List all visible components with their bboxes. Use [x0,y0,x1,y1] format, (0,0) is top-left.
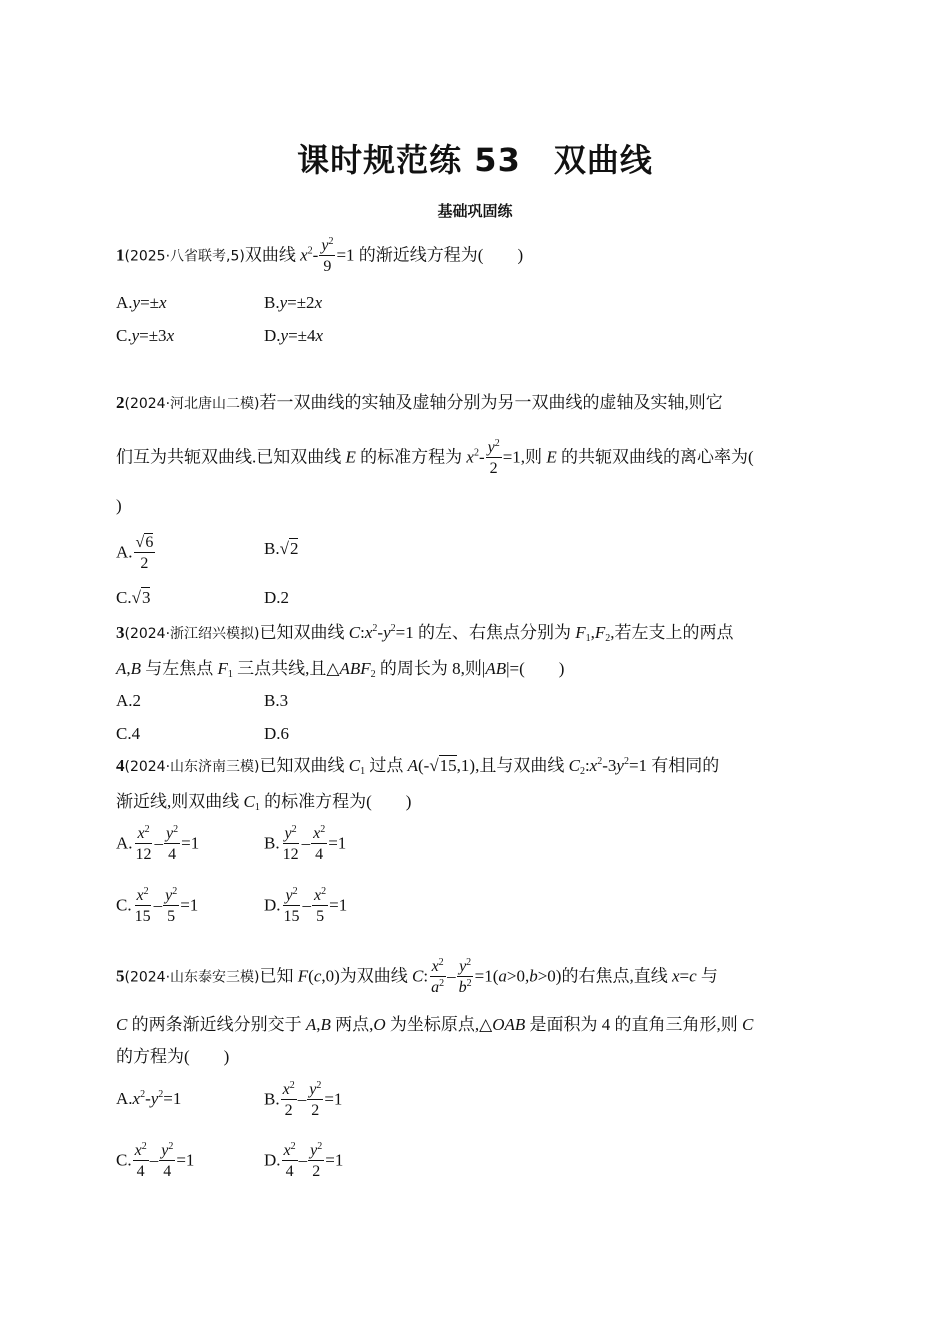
option-d[interactable]: D.2 [264,588,290,607]
option-b[interactable]: B.y=±2x [264,293,323,312]
question-5-stem-line-3: 的方程为( ) [116,1047,230,1066]
question-5-stem-line-2: C 的两条渐近线分别交于 A,B 两点,O 为坐标原点,△OAB 是面积为 4 的直角三角形,则 C [116,1015,754,1034]
question-number: 4 [116,756,125,775]
option-d[interactable]: D. $\frac{y^2}{15}$ – $\frac{x^2}{5}$ =1 [264,886,348,925]
question-5-stem: 5(2024·山东泰安三模)已知 F(c,0)为双曲线 C: $\frac{x^2}{a^2}$ – $\frac{y^2}{b^2}$ =1(a>0,b>0)的右焦点,直线 x=c 与 [116,957,718,996]
option-a[interactable]: A.y=±x [116,293,167,312]
question-3-stem: 3(2024·浙江绍兴模拟)已知双曲线 $C:x^2-y^2=1$ 的左、右焦点分别为 $F_1,F_2$,若左支上的两点 [116,623,734,644]
fraction: $\frac{y^2}{9}$ [321,236,334,275]
question-4-stem-line-2: 渐近线,则双曲线 $C_1$ 的标准方程为( ) [116,792,412,813]
question-source: (2024·山东泰安三模) [124,969,260,986]
option-b[interactable]: B.√2 [264,539,299,558]
question-number: 2 [116,393,125,412]
question-2-stem-line-2: 们互为共轭双曲线.已知双曲线 E 的标准方程为 $x^2-$ $\frac{y^2}{2}$ =1,则 E 的共轭双曲线的离心率为( [116,438,754,477]
option-c[interactable]: C.4 [116,724,141,743]
option-c[interactable]: C.√3 [116,588,151,607]
question-3-stem-line-2: A,B 与左焦点 $F_1$ 三点共线,且$\triangle ABF_2$ 的周长为 8,则|AB|=( ) [116,659,565,680]
fraction: $\frac{√6}{2}$ [135,534,154,572]
option-d[interactable]: D.6 [264,724,290,743]
option-b[interactable]: B.3 [264,691,289,710]
question-source: (2024·浙江绍兴模拟) [124,626,260,642]
page-title: 课时规范练 53 双曲线 [297,141,653,179]
option-a[interactable]: A.2 [116,691,142,710]
question-source: (2024·河北唐山二模) [124,396,260,412]
option-c[interactable]: C. $\frac{x^2}{4}$ – $\frac{y^2}{4}$ =1 [116,1141,195,1180]
option-d[interactable]: D.y=±4x [264,326,324,345]
question-4-stem: 4(2024·山东济南三模)已知双曲线 $C_1$ 过点 A(-√15,1),且与双曲线 $C_2:x^2-3y^2=1$ 有相同的 [116,756,720,777]
option-a[interactable]: $A.x^2-y^2=1$ [116,1089,182,1108]
option-a[interactable]: A. $\frac{√6}{2}$ [116,534,154,572]
question-2-stem: 2(2024·河北唐山二模)若一双曲线的实轴及虚轴分别为另一双曲线的虚轴及实轴,则它 [116,393,723,412]
question-number: 3 [116,623,125,642]
option-d[interactable]: D. $\frac{x^2}{4}$ – $\frac{y^2}{2}$ =1 [264,1141,344,1180]
question-number: 1 [116,245,125,265]
option-a[interactable]: A. $\frac{x^2}{12}$ – $\frac{y^2}{4}$ =1 [116,824,200,863]
question-source: (2025·八省联考,5) [124,248,245,265]
question-1-stem: 1(2025·八省联考,5)双曲线 $x^2-$ $\frac{y^2}{9}$ =1 的渐近线方程为( ) [116,236,524,275]
section-heading: 基础巩固练 [437,202,513,220]
question-source: (2024·山东济南三模) [124,759,260,775]
question-number: 5 [116,966,125,986]
fraction: $\frac{y^2}{2}$ [487,438,500,477]
question-2-stem-line-3: ) [116,496,122,515]
option-b[interactable]: B. $\frac{x^2}{2}$ – $\frac{y^2}{2}$ =1 [264,1080,343,1119]
option-c[interactable]: C.y=±3x [116,326,175,345]
option-b[interactable]: B. $\frac{y^2}{12}$ – $\frac{x^2}{4}$ =1 [264,824,347,863]
option-c[interactable]: C. $\frac{x^2}{15}$ – $\frac{y^2}{5}$ =1 [116,886,199,925]
